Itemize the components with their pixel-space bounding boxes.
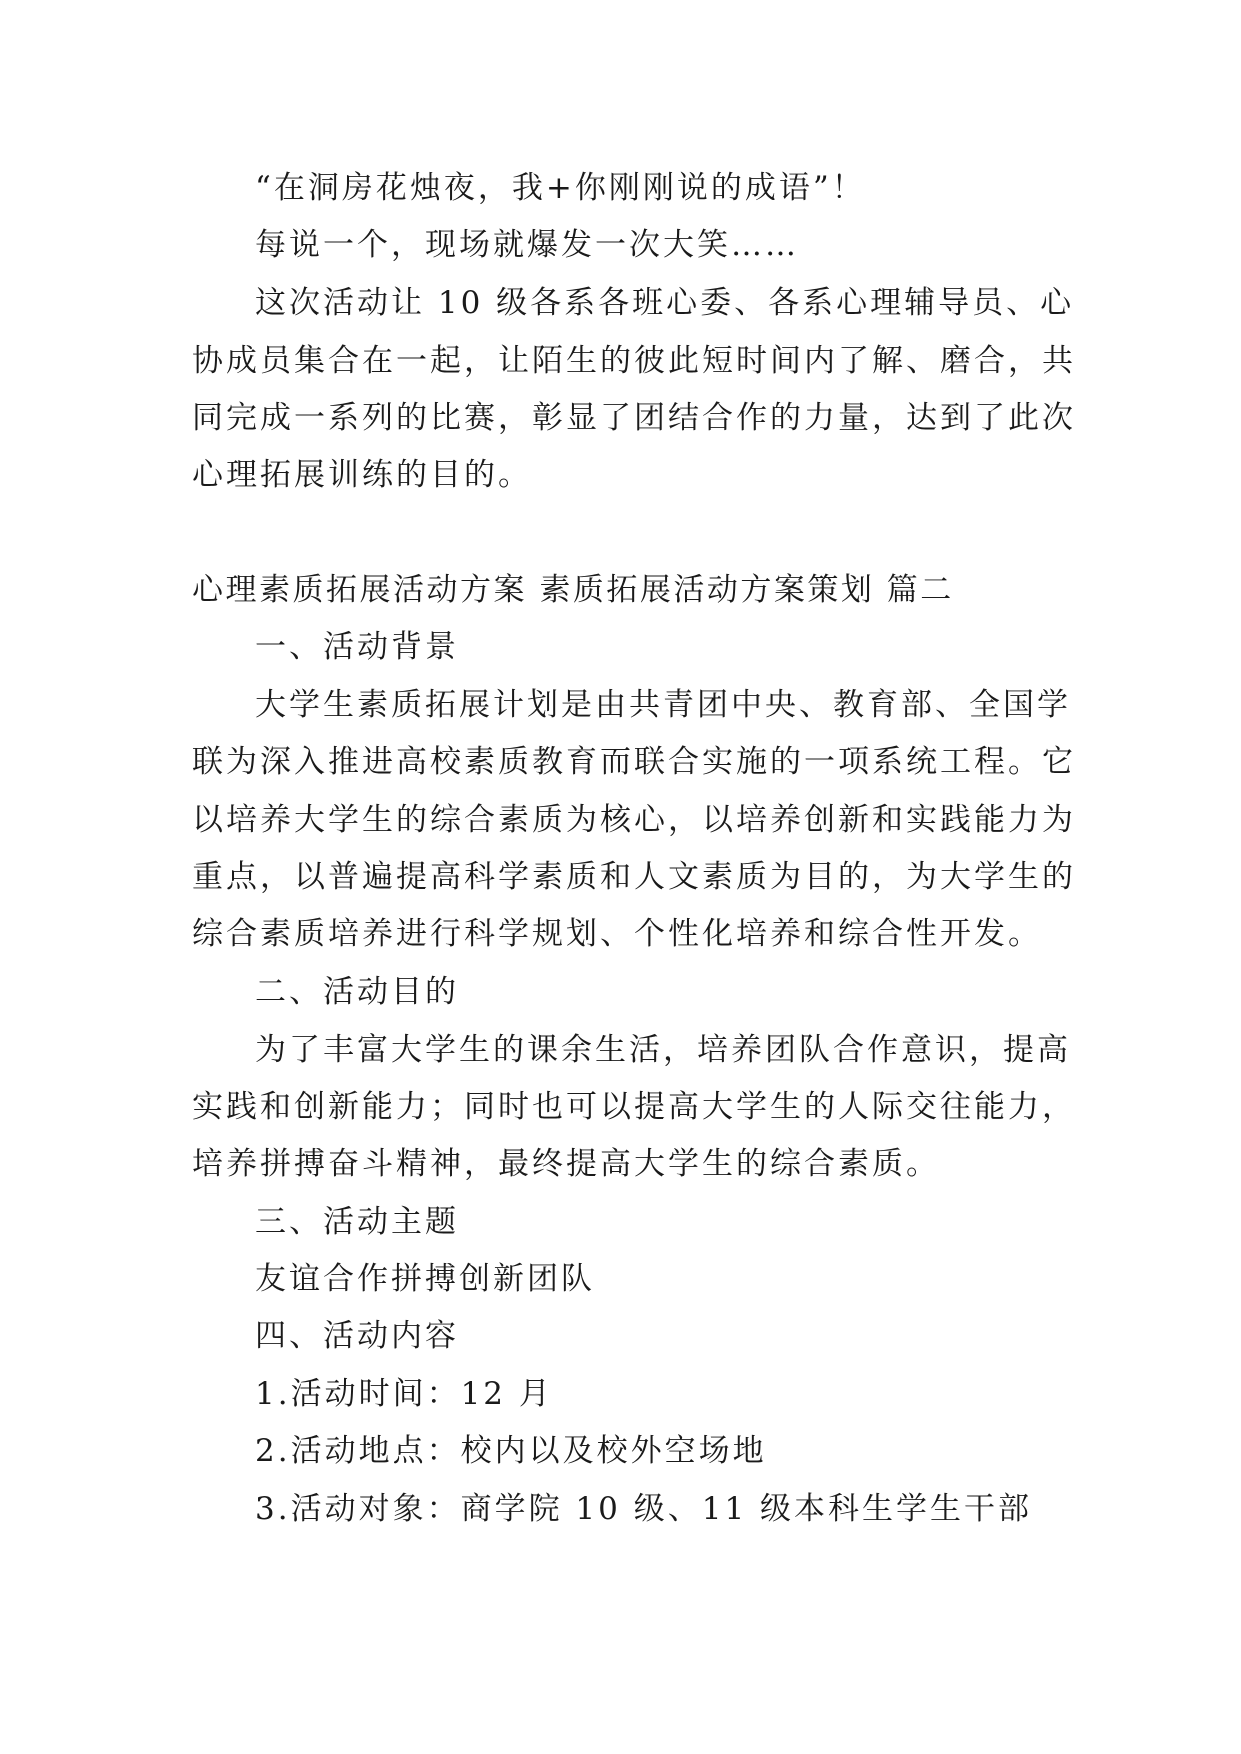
paragraph-line: 这次活动让 10 级各系各班心委、各系心理辅导员、心 [255, 285, 1075, 321]
paragraph-line: 重点，以普遍提高科学素质和人文素质为目的，为大学生的 [192, 859, 1076, 895]
paragraph-line: “在洞房花烛夜，我+你刚刚说的成语”！ [255, 170, 866, 206]
paragraph-line: 联为深入推进高校素质教育而联合实施的一项系统工程。它 [192, 744, 1076, 780]
paragraph-line: 同完成一系列的比赛，彰显了团结合作的力量，达到了此次 [192, 400, 1076, 436]
paragraph-line: 每说一个，现场就爆发一次大笑…… [255, 227, 799, 263]
section-title: 心理素质拓展活动方案 素质拓展活动方案策划 篇二 [192, 572, 954, 608]
list-item: 1.活动时间：12 月 [255, 1376, 553, 1412]
paragraph-line: 大学生素质拓展计划是由共青团中央、教育部、全国学 [255, 687, 1071, 723]
section-heading: 一、活动背景 [255, 629, 459, 665]
paragraph-line: 友谊合作拼搏创新团队 [255, 1261, 595, 1297]
list-item: 3.活动对象：商学院 10 级、11 级本科生学生干部 [255, 1491, 1033, 1527]
paragraph-line: 心理拓展训练的目的。 [192, 457, 532, 493]
paragraph-line: 为了丰富大学生的课余生活，培养团队合作意识，提高 [255, 1032, 1071, 1068]
list-item: 2.活动地点：校内以及校外空场地 [255, 1433, 767, 1469]
paragraph-line: 综合素质培养进行科学规划、个性化培养和综合性开发。 [192, 916, 1042, 952]
section-heading: 四、活动内容 [255, 1318, 459, 1354]
paragraph-line: 以培养大学生的综合素质为核心，以培养创新和实践能力为 [192, 802, 1076, 838]
section-heading: 二、活动目的 [255, 974, 459, 1010]
paragraph-line: 实践和创新能力；同时也可以提高大学生的人际交往能力， [192, 1089, 1076, 1125]
section-heading: 三、活动主题 [255, 1204, 459, 1240]
paragraph-line: 协成员集合在一起，让陌生的彼此短时间内了解、磨合，共 [192, 343, 1076, 379]
paragraph-line: 培养拼搏奋斗精神，最终提高大学生的综合素质。 [192, 1146, 940, 1182]
